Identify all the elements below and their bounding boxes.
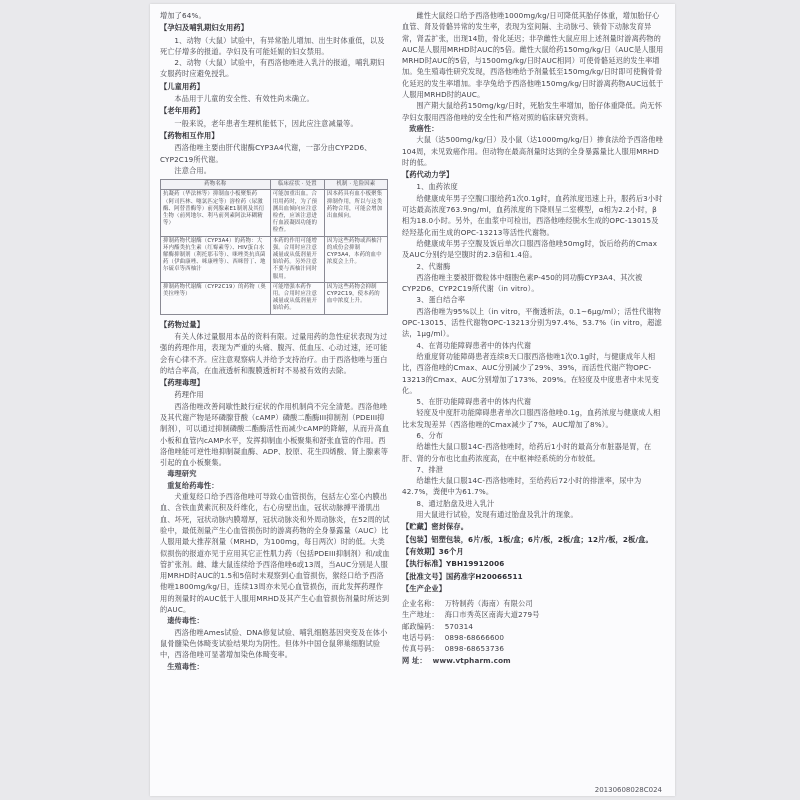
child-text: 本品用于儿童的安全性、有效性尚未确立。 <box>174 94 314 104</box>
table-cell: 抗凝药（华法林等）抑制血小板聚集药（阿司匹林、噻氯匹定等）溶栓药（尿激酶、阿替普酶等）前列腺素E1制剂及其衍生物（前列地尔、利马前列素阿法环糊精等） <box>161 190 271 236</box>
right-column <box>402 10 664 666</box>
validity-text: 【有效期】36个月 <box>402 546 464 556</box>
table-cell: 抑制药物代谢酶（CYP2C19）的药物（奥美拉唑等） <box>161 282 271 314</box>
reproductive-text-1: 雌性大鼠经口给予西洛他唑1000mg/kg/日可降低其胎仔体重，增加胎仔心血管、肾及骨骼异常的发生率，表现为室间隔、主动脉弓、锁骨下动脉发育异常，肾盂扩张，出现14肋，骨化延迟；非孕雌性大鼠应用上述剂量时游离药物的AUC是人服用MRHD时AUC的5倍。雌性大鼠给药150mg/kg/日（AUC是人服用MRHD时AUC的5倍，与1500mg/kg/日时AUC相同）可使骨骼延迟的发生率增加。兔生殖毒性研究发现，西洛他唑给予剂量低至150mg/kg/日时即可使胸骨骨化延迟的发生率增加。非孕兔给予西洛他唑150mg/kg/日时游离药物AUC远低于人服用MRHD时的AUC。 <box>402 11 664 100</box>
carcinogenicity-subheading: 致癌性： <box>409 123 439 133</box>
reproductive-text-2: 围产期大鼠给药150mg/kg/日时，死胎发生率增加，胎仔体重降低。尚无怀孕妇女服用西洛他唑的安全性和严格对照的临床研究资料。 <box>402 101 663 122</box>
table-row <box>161 236 388 282</box>
pk-3-title: 3、蛋白结合率 <box>416 295 466 305</box>
intro-text: 增加了64%。 <box>160 11 206 20</box>
pk-6-title: 6、分布 <box>416 430 444 440</box>
fax: 0898-68653736 <box>444 644 505 654</box>
table-cell: 可能加重出血。合用用药时，为了预测出血倾向应注意检查，应该注意进行血液凝固功能的检查。 <box>270 190 324 236</box>
table-cell: 因为这些药物会抑制CYP2C19，使本药的血中浓度上升。 <box>324 282 387 314</box>
website: www.vtpharm.com <box>432 655 511 665</box>
postcode-row <box>402 621 664 632</box>
carcinogenicity-text: 大鼠（达500mg/kg/日）及小鼠（达1000mg/kg/日）掺食法给予西洛他唑104周，未见致癌作用。但动物在最高剂量时达到的全身暴露量比人服用MRHD时的低。 <box>402 135 663 167</box>
print-code: 20130608028C024 <box>594 786 662 794</box>
pregnancy-heading: 【孕妇及哺乳期妇女用药】 <box>160 23 249 33</box>
pharmacokinetics-heading: 【药代动力学】 <box>402 170 454 180</box>
fax-label: 传真号码： <box>402 644 439 654</box>
table-row <box>161 190 388 236</box>
pk-1-title: 1、血药浓度 <box>416 182 458 192</box>
elder-heading: 【老年用药】 <box>160 106 205 116</box>
pk-7-title: 7、排泄 <box>416 464 444 474</box>
pk-2-text: 西洛他唑主要被肝微粒体中细胞色素P-450的同功酶CYP3A4、其次被CYP2D6、CYP2C19所代谢（in vitro）。 <box>402 272 643 294</box>
pk-6-text: 给雄性大鼠口服14C-西洛他唑时，给药后1小时的最高分布脏器是胃，在肝、肾的分布也比血药浓度高，在中枢神经系统的分布较低。 <box>402 442 652 463</box>
storage-text: 【贮藏】密封保存。 <box>402 522 469 532</box>
overdose-heading: 【药物过量】 <box>160 319 205 329</box>
pharmacology-subheading: 药理作用 <box>174 390 204 400</box>
table-row <box>161 282 388 314</box>
pk-1-text-a: 给健康成年男子空腹口服给药1次0.1g时，血药浓度迅速上升，服药后3小时可达最高浓度763.9ng/ml，血药浓度的下降则呈二室模型，α相为2.2小时，β相为18.0小时。另外，在血浆中可检出，西洛他唑经脱水生成的OPC-13015及经羟基化而生成的OPC-13213等活性代谢物。 <box>402 193 663 237</box>
table-cell: 因为这些药物或西柚汁的成份会抑制CYP3A4，本药的血中浓度会上升。 <box>324 236 387 282</box>
phone-row <box>402 632 664 643</box>
pk-7-text: 给雄性大鼠口服14C-西洛他唑时，至给药后72小时的排泄率，尿中为42.7%，粪便中为61.7%。 <box>402 476 642 497</box>
manufacturer-name-row <box>402 598 664 609</box>
pk-8-title: 8、通过胎盘及进入乳汁 <box>416 498 495 508</box>
interaction-note: 注意合用。 <box>174 165 212 175</box>
table-header: 药物名称 <box>161 180 271 190</box>
pregnancy-text-2: 2、动物（大鼠）试验中，有西洛他唑进入乳汁的报道，哺乳期妇女服药时应避免授乳。 <box>160 58 385 79</box>
elder-text: 一般来说，老年患者生理机能低下，因此应注意减量等。 <box>174 118 358 128</box>
pk-5-title: 5、在肝功能障碍患者中的体内代谢 <box>416 397 532 407</box>
pk-5-text: 轻度及中度肝功能障碍患者单次口服西洛他唑0.1g，血药浓度与健康成人相比未发现差异（西洛他唑的Cmax减少了7%，AUC增加了8%）。 <box>402 408 661 429</box>
address-label: 生产地址： <box>402 610 439 620</box>
website-row <box>402 655 664 666</box>
genotoxicity-text: 西洛他唑Ames试验、DNA修复试验、哺乳细胞基因突变及在体小鼠骨髓染色体畸变试验结果均为阴性。但体外中国仓鼠卵巢细胞试验中，西洛他唑可显著增加染色体畸变率。 <box>160 627 388 660</box>
interaction-text: 西洛他唑主要由肝代谢酶CYP3A4代谢，一部分由CYP2D6、CYP2C19所代谢。 <box>160 143 372 164</box>
table-header: 机制 · 危险因素 <box>324 180 387 190</box>
package-text: 【包装】铝塑包装，6片/板，1板/盒；6片/板，2板/盒；12片/板，2板/盒。 <box>402 534 653 544</box>
table-header-row <box>161 180 388 190</box>
toxicology-heading: 【药理毒理】 <box>160 378 205 388</box>
left-column <box>160 10 390 672</box>
address-row <box>402 609 664 620</box>
address: 海口市秀英区南海大道279号 <box>444 610 540 620</box>
pk-8-text: 用大鼠进行试验，发现有通过胎盘及乳汁的现象。 <box>416 510 578 520</box>
pk-3-text: 西洛他唑为95%以上（in vitro，平衡透析法，0.1~6μg/ml）；活性代谢物OPC-13015、活性代谢物OPC-13213分别为97.4%、53.7%（in vitro，超滤法，1μg/ml）。 <box>402 306 662 339</box>
pk-4-text: 给重度肾功能障碍患者连续8天口服西洛他唑1次0.1g时，与健康成年人相比，西洛他唑的Cmax、AUC分别减少了29%、39%，而活性代谢产物OPC-13213的Cmax、AUC分别增加了173%、209%。在轻度及中度患者中未见变化。 <box>402 351 659 395</box>
manufacturer-heading: 【生产企业】 <box>402 583 447 593</box>
standard-text: 【执行标准】YBH19912006 <box>402 559 505 569</box>
fax-row <box>402 643 664 654</box>
manufacturer-info <box>402 598 664 666</box>
website-label: 网 址： <box>402 655 427 665</box>
pk-2-title: 2、代谢酶 <box>416 261 451 271</box>
phone: 0898-68666600 <box>444 633 505 643</box>
table-cell: 本药的作用可能增强。合用时应注意减量或从低剂量开始给药。另外注意不要与西柚汁同时服用。 <box>270 236 324 282</box>
repeat-dose-text: 犬重复经口给予西洛他唑可导致心血管损伤，包括左心室心内膜出血、含铁血黄素沉积及纤维化，右心房壁出血，冠状动脉搏平滑肌出血、坏死，冠状动脉内膜增厚，冠状动脉炎和外周动脉炎，在52周的试验中，最低剂量产生心血管损伤时的游离药物的全身暴露量（AUC）比人服用最大推荐剂量（MRHD，为100mg，每日两次）时的低。大类似损伤的报道亦见于应用其它正性肌力药（包括PDEIII抑制剂）和/或血管扩张剂。雌、雄大鼠连续给予西洛他唑6或13周，当AUC分别是人服用MRHD时AUC的1.5和5倍时未观察到心血管损伤，猴经口给予西洛他唑1800mg/kg/日，连续13周亦未见心血管损伤，而此发挥药理作用的剂量时的AUC低于人服用MRHD及其产生心血管损伤剂量时所达到的AUC。 <box>160 492 390 615</box>
pregnancy-text-1: 1、动物（大鼠）试验中，有异常胎儿增加、出生时体重低，以及死亡仔增多的报道。孕妇及有可能妊娠的妇女禁用。 <box>160 35 385 56</box>
phone-label: 电话号码： <box>402 633 439 643</box>
pk-1-text-b: 给健康成年男子空腹及饭后单次口服西洛他唑50mg时，饭后给药的Cmax及AUC分别约是空腹时的2.3倍和1.4倍。 <box>402 238 658 260</box>
postcode-label: 邮政编码： <box>402 621 439 631</box>
repeat-dose-subheading: 重复给药毒性： <box>167 480 219 490</box>
approval-text: 【批准文号】国药准字H20066511 <box>402 571 523 581</box>
interaction-table <box>160 179 388 314</box>
manufacturer-name-label: 企业名称： <box>402 599 439 609</box>
toxicity-study-subheading: 毒理研究 <box>167 469 197 479</box>
interaction-heading: 【药物相互作用】 <box>160 130 219 140</box>
pharmacology-text: 西洛他唑改善间歇性跛行症状的作用机制尚不完全清楚。西洛他唑及其代谢产物是环磷腺苷酸（cAMP）磷酸二酯酶III抑制剂（PDEIII抑制剂），可以通过抑制磷酸二酯酶活性而减少cAMP的降解，从而升高血小板和血管内cAMP水平，发挥抑制血小板聚集和舒张血管的作用。西洛他唑能可逆性地抑制凝血酶、ADP、胶原、花生四烯酸、肾上腺素等引起的血小板聚集。 <box>160 401 390 468</box>
table-cell: 可能增强本药作用。合用时应注意减量或从低剂量开始给药。 <box>270 282 324 314</box>
table-cell: 因本药具有血小板聚集抑制作用，所以与这类药物合用，可能会增加出血倾向。 <box>324 190 387 236</box>
genotoxicity-subheading: 遗传毒性： <box>167 616 204 626</box>
table-cell: 抑制药物代谢酶（CYP3A4）的药物：大环内酯类抗生素（红霉素等）、HIV蛋白水解酶抑制剂（利托那韦等）、咪唑类抗真菌药（伊曲康唑、咪康唑等）、西咪替丁、地尔硫卓等西柚汁 <box>161 236 271 282</box>
child-heading: 【儿童用药】 <box>160 81 205 91</box>
reproductive-subheading: 生殖毒性： <box>167 661 204 671</box>
manufacturer-name: 万特制药（海南）有限公司 <box>444 599 533 609</box>
postcode: 570314 <box>444 621 474 631</box>
overdose-text: 有关人体过量服用本品的资料有限。过量用药的急性症状表现为过强的药理作用，表现为严重的头痛、腹泻、低血压、心动过速，还可能会有心律不齐。应注意观察病人并给予支持治疗。由于西洛他唑与蛋白的结合率高，在血液透析和腹膜透析时不易被有效的去除。 <box>160 331 388 375</box>
table-header: 临床症状 · 处置 <box>270 180 324 190</box>
pk-4-title: 4、在肾功能障碍患者中的体内代谢 <box>416 340 532 350</box>
